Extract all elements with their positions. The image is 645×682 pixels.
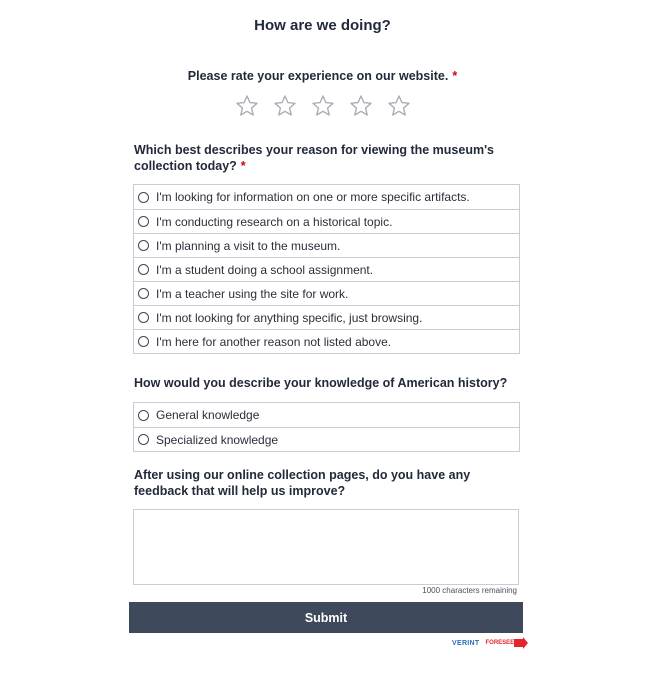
reason-option[interactable] (134, 233, 519, 257)
option-label: General knowledge (156, 408, 260, 422)
radio-button[interactable] (138, 410, 149, 421)
foresee-logo (485, 637, 528, 649)
radio-button[interactable] (138, 240, 149, 251)
knowledge-option[interactable] (134, 427, 519, 451)
reason-question-text: Which best describes your reason for viewing the museum's collection today? (134, 143, 495, 173)
star-icon-1[interactable] (235, 94, 259, 118)
radio-button[interactable] (138, 288, 149, 299)
option-label: I'm looking for information on one or more specific artifacts. (156, 190, 470, 204)
option-label: I'm a student doing a school assignment. (156, 262, 374, 277)
radio-button[interactable] (138, 434, 149, 445)
required-mark: * (452, 69, 458, 83)
reason-option[interactable] (134, 209, 519, 233)
reason-question (134, 142, 524, 174)
option-label: I'm not looking for anything specific, just browsing. (156, 310, 423, 325)
characters-remaining: 1000 characters remaining (422, 586, 517, 595)
knowledge-option[interactable] (134, 403, 519, 427)
arrow-right-icon (514, 637, 528, 649)
reason-option[interactable] (134, 329, 519, 353)
feedback-question: After using our online collection pages, do you have any feedback that will help us improve? (134, 468, 471, 498)
star-icon-5[interactable] (387, 94, 411, 118)
submit-button[interactable]: Submit (129, 602, 523, 633)
reason-option[interactable] (134, 281, 519, 305)
option-label: Specialized knowledge (156, 432, 279, 447)
star-rating (0, 94, 645, 118)
option-label: I'm here for another reason not listed above. (156, 334, 392, 349)
foresee-logo-text: FORESEE (485, 640, 515, 646)
verint-logo: VERINT (452, 639, 480, 647)
reason-option[interactable] (134, 305, 519, 329)
knowledge-options (133, 402, 520, 452)
radio-button[interactable] (138, 216, 149, 227)
option-label: I'm conducting research on a historical topic. (156, 214, 393, 229)
star-icon-2[interactable] (273, 94, 297, 118)
rating-question-text: Please rate your experience on our website. (187, 69, 449, 83)
reason-option[interactable] (134, 185, 519, 209)
star-icon-3[interactable] (311, 94, 335, 118)
required-mark: * (240, 159, 246, 173)
rating-question (0, 69, 645, 83)
radio-button[interactable] (138, 192, 149, 203)
knowledge-question: How would you describe your knowledge of American history? (134, 376, 508, 390)
option-label: I'm a teacher using the site for work. (156, 286, 349, 301)
survey-title: How are we doing? (254, 17, 391, 34)
reason-option[interactable] (134, 257, 519, 281)
feedback-textarea[interactable] (133, 509, 519, 585)
star-icon-4[interactable] (349, 94, 373, 118)
option-label: I'm planning a visit to the museum. (156, 238, 341, 253)
brand-logos (452, 637, 528, 649)
radio-button[interactable] (138, 312, 149, 323)
reason-options (133, 184, 520, 354)
radio-button[interactable] (138, 264, 149, 275)
radio-button[interactable] (138, 336, 149, 347)
